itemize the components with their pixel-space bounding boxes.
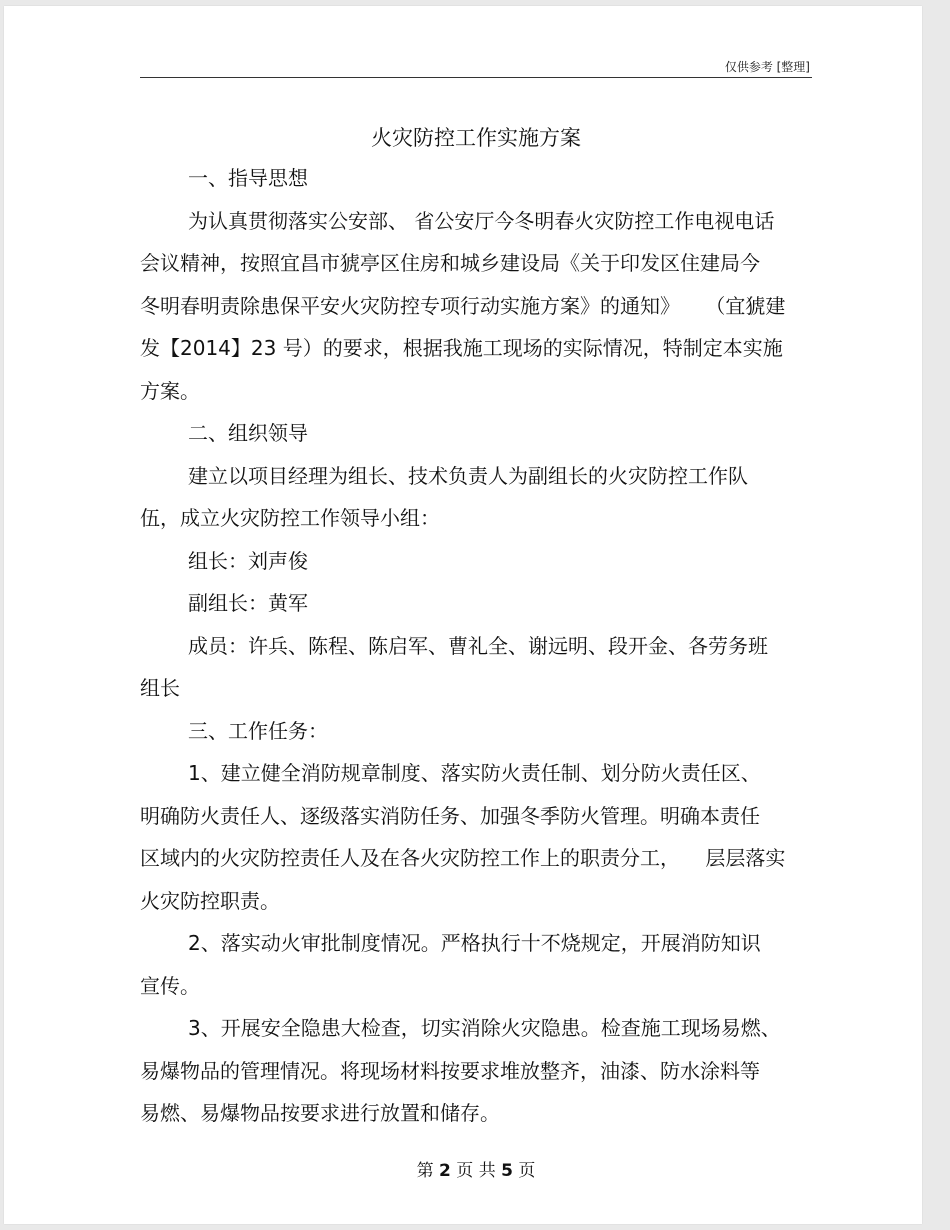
page-number-total: 5 xyxy=(501,1161,513,1181)
team-leader-line: 组长：刘声俊 xyxy=(188,549,308,573)
header-divider xyxy=(140,77,812,78)
task-item-line: 易燃、易爆物品按要求进行放置和储存。 xyxy=(140,1101,500,1125)
paragraph-line: 冬明春明责除患保平安火灾防控专项行动实施方案》的通知》 （宜猇建 xyxy=(140,294,786,318)
paragraph-line: 会议精神，按照宜昌市猇亭区住房和城乡建设局《关于印发区住建局今 xyxy=(140,251,760,275)
footer-mid: 页 共 xyxy=(456,1161,496,1181)
paragraph-line: 发【2014】23 号）的要求，根据我施工现场的实际情况，特制定本实施 xyxy=(140,336,783,360)
paragraph-line: 方案。 xyxy=(140,379,200,403)
footer-prefix: 第 xyxy=(416,1161,434,1181)
task-item-line: 火灾防控职责。 xyxy=(140,889,280,913)
task-item-line: 宣传。 xyxy=(140,974,200,998)
page-footer xyxy=(140,1156,812,1181)
header-note: 仅供参考 [整理] xyxy=(724,60,810,74)
members-line: 成员：许兵、陈程、陈启军、曹礼全、谢远明、段开金、各劳务班 xyxy=(188,634,768,658)
task-item-line: 3、开展安全隐患大检查，切实消除火灾隐患。检查施工现场易燃、 xyxy=(188,1016,781,1040)
paragraph-line: 为认真贯彻落实公安部、 省公安厅今冬明春火灾防控工作电视电话 xyxy=(188,209,775,233)
document-page xyxy=(4,6,922,1224)
paragraph-line: 建立以项目经理为组长、技术负责人为副组长的火灾防控工作队 xyxy=(188,464,748,488)
section-heading-organization: 二、组织领导 xyxy=(188,421,308,445)
task-item-line: 1、建立健全消防规章制度、落实防火责任制、划分防火责任区、 xyxy=(188,761,761,785)
page-number-current: 2 xyxy=(439,1161,451,1181)
deputy-leader-line: 副组长：黄军 xyxy=(188,591,308,615)
members-line: 组长 xyxy=(140,676,180,700)
task-item-line: 易爆物品的管理情况。将现场材料按要求堆放整齐，油漆、防水涂料等 xyxy=(140,1059,760,1083)
paragraph-line: 伍，成立火灾防控工作领导小组： xyxy=(140,506,440,530)
section-heading-tasks: 三、工作任务： xyxy=(188,719,328,743)
footer-suffix: 页 xyxy=(518,1161,536,1181)
task-item-line: 明确防火责任人、逐级落实消防任务、加强冬季防火管理。明确本责任 xyxy=(140,804,760,828)
task-item-line: 2、落实动火审批制度情况。严格执行十不烧规定，开展消防知识 xyxy=(188,931,761,955)
document-title: 火灾防控工作实施方案 xyxy=(371,126,581,150)
task-item-line: 区域内的火灾防控责任人及在各火灾防控工作上的职责分工， 层层落实 xyxy=(140,846,786,870)
section-heading-guiding-ideology: 一、指导思想 xyxy=(188,166,308,190)
